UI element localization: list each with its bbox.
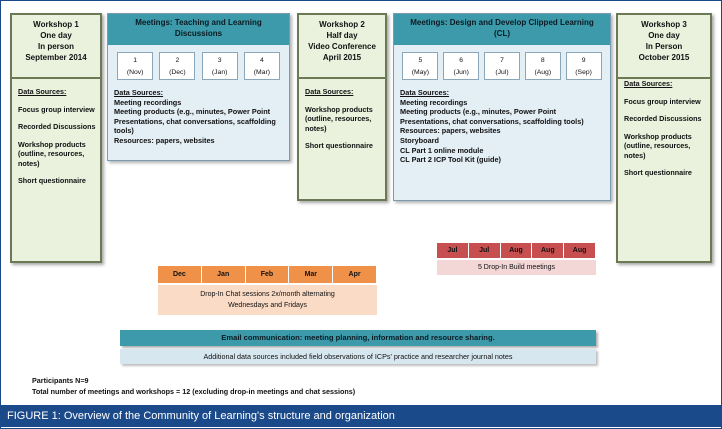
dropin-build-month: Aug xyxy=(564,243,595,258)
meetings-teaching-sources-title: Data Sources: xyxy=(114,88,164,97)
workshop-3-mode: In Person xyxy=(645,42,683,51)
meetings-teaching-sources xyxy=(114,88,283,146)
meetings-design-subtitle: (CL) xyxy=(494,29,510,38)
meetings-teaching-source-item: Resources: papers, websites xyxy=(114,135,215,145)
month-box: 9 (Sep) xyxy=(566,52,602,80)
meetings-teaching-title: Meetings: Teaching and Learning xyxy=(135,18,262,27)
meetings-design-months xyxy=(400,52,604,80)
workshop-1-duration: One day xyxy=(40,31,72,40)
meetings-teaching-months xyxy=(114,52,283,80)
month-box: 6 (Jun) xyxy=(443,52,479,80)
meetings-design-sources xyxy=(400,88,604,165)
total-meetings-note: Total number of meetings and workshops = 12 (excluding drop-in meetings and chat sessions) xyxy=(32,387,356,396)
workshop-2-source-item: Workshop products (outline, resources, notes) xyxy=(305,104,373,133)
dropin-build-group xyxy=(437,243,595,276)
month-box: 3 (Jan) xyxy=(202,52,238,80)
chat-sessions-group xyxy=(158,266,376,320)
meetings-design-source-item: Meeting products (e.g., minutes, Power Point Presentations, chat conversations, scaffolding tools) xyxy=(400,107,584,126)
meetings-design-header xyxy=(394,14,610,45)
chat-month: Dec xyxy=(158,266,201,283)
workshop-3-sources-title: Data Sources: xyxy=(624,79,673,88)
workshop-1-mode: In person xyxy=(37,42,74,51)
dropin-build-month: Aug xyxy=(501,243,532,258)
workshop-2-title: Workshop 2 xyxy=(319,20,365,29)
month-box: 2 (Dec) xyxy=(159,52,195,80)
workshop-1-sources-title: Data Sources: xyxy=(18,87,67,96)
workshop-1-title: Workshop 1 xyxy=(33,20,79,29)
meetings-design-source-item: CL Part 2 ICP Tool Kit (guide) xyxy=(400,155,501,165)
workshop-3-source-item: Recorded Discussions xyxy=(624,114,702,123)
month-box: 4 (Mar) xyxy=(244,52,280,80)
workshop-2-box xyxy=(297,13,387,201)
workshop-2-header xyxy=(299,15,385,79)
workshop-1-sources xyxy=(18,87,96,194)
dropin-build-month: Jul xyxy=(437,243,468,258)
figure-caption: FIGURE 1: Overview of the Community of Learning's structure and organization xyxy=(1,405,721,427)
chat-months xyxy=(158,266,376,283)
workshop-2-duration: Half day xyxy=(326,31,358,40)
workshop-1-source-item: Workshop products (outline, resources, notes) xyxy=(18,139,86,168)
participants-note: Participants N=9 xyxy=(32,376,89,385)
chat-month: Mar xyxy=(289,266,332,283)
meetings-teaching-subtitle: Discussions xyxy=(174,29,223,38)
workshop-3-sources xyxy=(624,79,706,186)
workshop-3-box xyxy=(616,13,712,263)
meetings-teaching-source-item: Meeting recordings xyxy=(114,97,182,107)
workshop-1-source-item: Recorded Discussions xyxy=(18,122,96,131)
month-box: 8 (Aug) xyxy=(525,52,561,80)
chat-month: Jan xyxy=(202,266,245,283)
dropin-build-months xyxy=(437,243,595,258)
meetings-teaching-source-item: Meeting products (e.g., minutes, Power Point Presentations, chat conversations, scaffolding tools) xyxy=(114,107,276,136)
workshop-2-sources-title: Data Sources: xyxy=(305,87,354,96)
meetings-design-source-item: CL Part 1 online module xyxy=(400,145,484,155)
email-communication-bar: Email communication: meeting planning, information and resource sharing. xyxy=(120,330,596,346)
meetings-teaching-box xyxy=(107,13,290,161)
dropin-build-label: 5 Drop-In Build meetings xyxy=(437,260,596,275)
workshop-3-source-item: Short questionnaire xyxy=(624,168,692,177)
month-box: 7 (Jul) xyxy=(484,52,520,80)
workshop-3-duration: One day xyxy=(648,31,680,40)
workshop-1-box xyxy=(10,13,102,263)
workshop-3-source-item: Focus group interview xyxy=(624,96,701,106)
chat-month: Apr xyxy=(333,266,376,283)
meetings-design-sources-title: Data Sources: xyxy=(400,88,450,97)
chat-label-line-2: Wednesdays and Fridays xyxy=(228,302,307,309)
workshop-3-date: October 2015 xyxy=(638,53,690,62)
workshop-1-source-item: Focus group interview xyxy=(18,104,95,114)
workshop-2-date: April 2015 xyxy=(322,53,362,62)
workshop-1-date: September 2014 xyxy=(25,53,87,62)
chat-label xyxy=(158,285,377,315)
month-box: 5 (May) xyxy=(402,52,438,80)
meetings-design-box xyxy=(393,13,611,201)
workshop-2-sources xyxy=(305,87,381,159)
workshop-2-source-item: Short questionnaire xyxy=(305,141,373,150)
meetings-design-source-item: Storyboard xyxy=(400,135,439,145)
chat-month: Feb xyxy=(246,266,289,283)
workshop-1-source-item: Short questionnaire xyxy=(18,176,86,185)
month-box: 1 (Nov) xyxy=(117,52,153,80)
workshop-1-header xyxy=(12,15,100,79)
dropin-build-month: Aug xyxy=(532,243,563,258)
additional-sources-bar: Additional data sources included field observations of ICPs' practice and researcher journal notes xyxy=(120,349,596,364)
meetings-design-source-item: Resources: papers, websites xyxy=(400,126,501,136)
meetings-design-title: Meetings: Design and Develop Clipped Learning xyxy=(410,18,594,27)
workshop-3-header xyxy=(618,15,710,79)
workshop-3-title: Workshop 3 xyxy=(641,20,687,29)
workshop-3-source-item: Workshop products (outline, resources, notes) xyxy=(624,131,692,160)
dropin-build-month: Jul xyxy=(469,243,500,258)
chat-label-line-1: Drop-In Chat sessions 2x/month alternating xyxy=(200,291,335,298)
workshop-2-mode: Video Conference xyxy=(308,42,376,51)
meetings-design-source-item: Meeting recordings xyxy=(400,97,468,107)
meetings-teaching-header xyxy=(108,14,289,45)
